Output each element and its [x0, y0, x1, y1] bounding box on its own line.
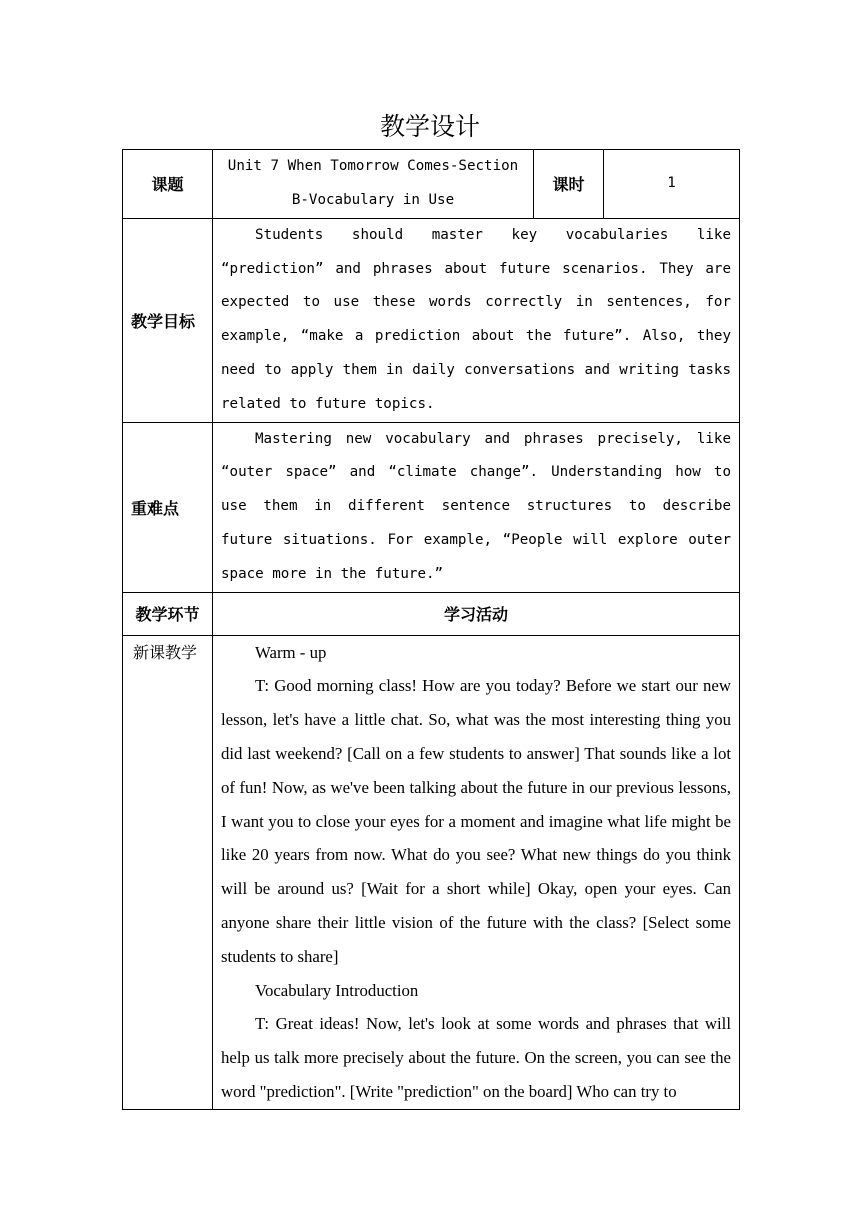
key-points-row: [123, 422, 740, 592]
period-label: 课时: [534, 150, 604, 219]
period-value: 1: [604, 150, 740, 219]
objectives-row: [123, 218, 740, 422]
stage-name: 新课教学: [123, 635, 213, 1109]
activity-paragraph: Warm - up: [255, 642, 327, 662]
objectives-label: 教学目标: [123, 218, 213, 422]
stage-header: 教学环节: [123, 592, 213, 635]
objectives-text: Students should master key vocabularies like “prediction” and phrases about future scenarios. They are expected to use these words correctly in sentences, for example, “make a prediction about the future”. Also, they need to apply them in daily conversations and writing tasks related to future topics.: [221, 226, 731, 412]
key-points-cell: [213, 422, 740, 592]
page-title: 教学设计: [379, 112, 480, 141]
activity-cell: [213, 635, 740, 1109]
topic-label: 课题: [123, 150, 213, 219]
activity-header: 学习活动: [213, 592, 740, 635]
activity-paragraph: T: Great ideas! Now, let's look at some words and phrases that will help us talk more precisely about the future. On the screen, you can see the word "prediction". [Write "prediction" on the board] Who can try to: [221, 1014, 731, 1101]
key-points-text: Mastering new vocabulary and phrases precisely, like “outer space” and “climate change”. Understanding how to use them in different sentence structures to describe future situations. For example, “People will explore outer space more in the future.”: [221, 430, 731, 582]
key-points-label: 重难点: [123, 422, 213, 592]
objectives-cell: [213, 218, 740, 422]
header-row: [123, 592, 740, 635]
topic-row: [123, 150, 740, 219]
activity-paragraph: Vocabulary Introduction: [255, 980, 419, 1000]
teaching-row: [123, 635, 740, 1109]
activity-paragraph: T: Good morning class! How are you today? Before we start our new lesson, let's have a little chat. So, what was the most interesting thing you did last weekend? [Call on a few students to answer] That sounds like a lot of fun! Now, as we've been talking about the future in our previous lessons, I want you to close your eyes for a moment and imagine what life might be like 20 years from now. What do you see? What new things do you think will be around us? [Wait for a short while] Okay, open your eyes. Can anyone share their little vision of the future with the class? [Select some students to share]: [221, 676, 731, 966]
topic-value: Unit 7 When Tomorrow Comes-Section B-Vocabulary in Use: [213, 150, 534, 219]
lesson-plan-table: [122, 149, 740, 1110]
